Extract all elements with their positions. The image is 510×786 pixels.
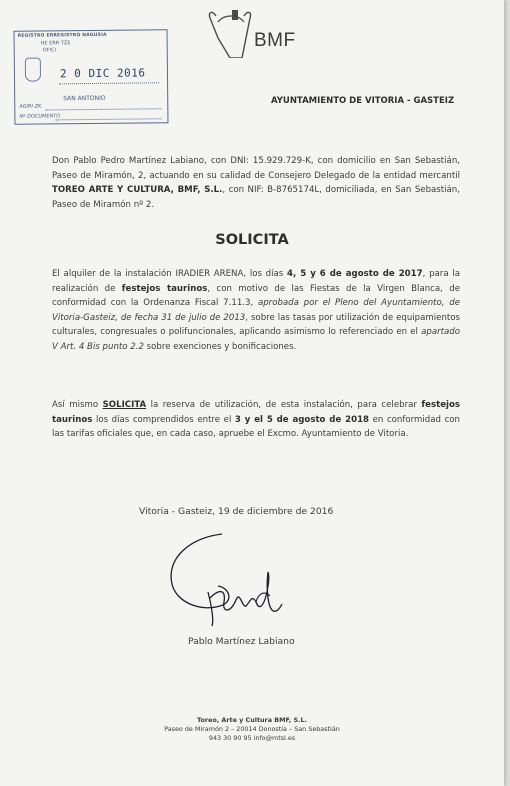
logo-text: BMF bbox=[254, 30, 296, 51]
stamp-line-3: OFICI bbox=[42, 47, 57, 54]
bmf-logo bbox=[198, 8, 318, 58]
reservation-paragraph bbox=[52, 398, 460, 442]
stamp-rule bbox=[45, 108, 161, 110]
footer-address: Paseo de Miramón 2 – 20014 Donostia – San Sebastián bbox=[164, 725, 340, 733]
reserve-dates: 3 y el 5 de agosto de 2018 bbox=[234, 414, 370, 425]
place-and-date: Vitoria - Gasteiz, 19 de diciembre de 2016 bbox=[139, 506, 334, 517]
request-text: El alquiler de la instalación IRADIER ARENA, los días bbox=[52, 269, 287, 279]
reserve-text: Así mismo bbox=[52, 400, 103, 410]
request-text: , para la realización de bbox=[52, 269, 460, 294]
request-text: , sobre las tasas por utilización de equipamientos culturales, congresuales o polifuncionales, aplicando asimismo lo referenciado en el bbox=[52, 312, 460, 337]
intro-text: Don Pablo Pedro Martínez Labiano, con DNI: 15.929.729-K, con domicilio en San Sebastián, Paseo de Miramón, 2, actuando en su calidad de Consejero Delegado de la entidad mercantil bbox=[52, 156, 460, 181]
intro-paragraph bbox=[52, 154, 460, 212]
entity-name: TOREO ARTE Y CULTURA, BMF, S.L. bbox=[52, 185, 223, 195]
reserve-text-end: en conformidad con las tarifas oficiales que, en cada caso, apruebe el Excmo. Ayuntamiento de Vitoria. bbox=[52, 414, 460, 439]
reserve-event: festejos taurinos bbox=[52, 400, 460, 425]
request-text-end: sobre exenciones y bonificaciones. bbox=[143, 341, 297, 352]
stamp-line-2: HE ERR TZE bbox=[40, 40, 71, 47]
bull-horns-logo-icon bbox=[198, 8, 254, 58]
reserve-solicita: SOLICITA bbox=[102, 400, 147, 410]
reserve-text: la reserva de utilización, de esta instalación, para celebrar bbox=[146, 400, 422, 410]
stamp-date: 2 0 DIC 2016 bbox=[59, 66, 146, 81]
registry-stamp bbox=[14, 29, 169, 125]
intro-text-end: , con NIF: B-8765174L, domiciliada, en San Sebastián, Paseo de Miramón nº 2. bbox=[52, 185, 460, 210]
request-paragraph bbox=[52, 267, 460, 354]
stamp-office: SAN ANTONIO bbox=[63, 94, 106, 103]
document-title: SOLICITA bbox=[215, 232, 289, 248]
stamp-seal-icon bbox=[25, 58, 41, 82]
footer-company: Toreo, Arte y Cultura BMF, S.L. bbox=[196, 716, 307, 724]
reserve-text: los días comprendidos entre el bbox=[92, 414, 235, 425]
ordinance-section: apartado V Art. 4 Bis punto 2.2 bbox=[52, 327, 460, 352]
stamp-agiri-label: AGIRI ZK. bbox=[19, 103, 43, 110]
stamp-header: REGISTRO ERREGISTRO NAGUSIA bbox=[17, 32, 107, 39]
handwritten-signature bbox=[160, 528, 310, 628]
signer-name: Pablo Martínez Labiano bbox=[188, 636, 295, 647]
footer-contact: 943 30 90 95 info@mtsl.es bbox=[208, 734, 296, 742]
request-text: , con motivo de las Fiestas de la Virgen Blanca, de conformidad con la Ordenanza Fiscal 7.11.3, bbox=[52, 283, 461, 308]
stamp-rule bbox=[59, 82, 159, 84]
request-dates: 4, 5 y 6 de agosto de 2017 bbox=[287, 269, 423, 279]
stamp-document-label: Nº DOCUMENTO bbox=[19, 113, 61, 120]
ordinance-approval: aprobada por el Pleno del Ayuntamiento, de Vitoria-Gasteiz, de fecha 31 de julio de 2013 bbox=[52, 298, 460, 323]
recipient-heading: AYUNTAMIENTO DE VITORIA - GASTEIZ bbox=[271, 96, 455, 106]
request-event: festejos taurinos bbox=[121, 283, 208, 294]
stamp-rule bbox=[55, 118, 161, 120]
